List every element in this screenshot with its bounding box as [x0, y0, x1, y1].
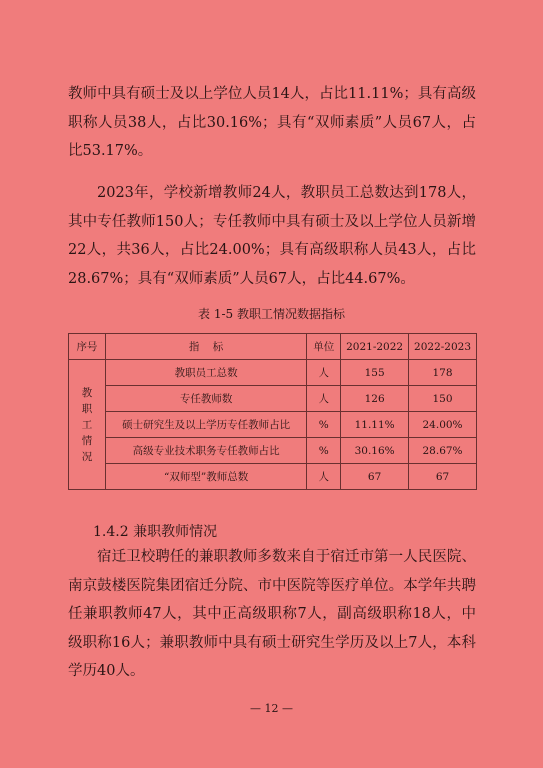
cell-value-2022-2023: 24.00% — [409, 412, 477, 438]
cell-indicator: 专任教师数 — [105, 386, 306, 412]
header-year-2021-2022: 2021-2022 — [341, 334, 409, 360]
cell-value-2022-2023: 28.67% — [409, 438, 477, 464]
cell-value-2022-2023: 178 — [409, 360, 477, 386]
table-row — [69, 386, 477, 412]
section-heading: 1.4.2 兼职教师情况 — [93, 524, 218, 540]
cell-value-2022-2023: 150 — [409, 386, 477, 412]
cell-unit: 人 — [307, 386, 341, 412]
header-index: 序号 — [69, 334, 106, 360]
header-unit: 单位 — [307, 334, 341, 360]
cell-value-2022-2023: 67 — [409, 464, 477, 490]
row-group-label: 教 职 工 情 况 — [69, 360, 106, 490]
paragraph-teacher-qualifications: 教师中具有硕士及以上学位人员14人，占比11.11%；具有高级职称人员38人，占比30.16%；具有“双师素质”人员67人，占比53.17%。 — [68, 86, 476, 159]
table-row — [69, 412, 477, 438]
cell-indicator: 高级专业技术职务专任教师占比 — [105, 438, 306, 464]
cell-unit: 人 — [307, 464, 341, 490]
cell-value-2021-2022: 11.11% — [341, 412, 409, 438]
table-row — [69, 464, 477, 490]
table-caption: 表 1-5 教职工情况数据指标 — [198, 307, 345, 321]
cell-value-2021-2022: 155 — [341, 360, 409, 386]
paragraph-2023-staff-summary: 2023年，学校新增教师24人，教职员工总数达到178人，其中专任教师150人；专任教师中具有硕士及以上学位人员新增22人，共36人，占比24.00%；具有高级职称人员43人，占比28.67%；具有“双师素质”人员67人，占比44.67%。 — [68, 185, 476, 287]
header-year-2022-2023: 2022-2023 — [409, 334, 477, 360]
header-indicator: 指 标 — [105, 334, 306, 360]
paragraph-part-time-teachers: 宿迁卫校聘任的兼职教师多数来自于宿迁市第一人民医院、南京鼓楼医院集团宿迁分院、市中医院等医疗单位。本学年共聘任兼职教师47人，其中正高级职称7人，副高级职称18人，中级职称16人；兼职教师中具有硕士研究生学历及以上7人，本科学历40人。 — [68, 549, 476, 679]
cell-unit: 人 — [307, 360, 341, 386]
page-number: — 12 — — [250, 702, 293, 715]
table-row — [69, 438, 477, 464]
cell-unit: % — [307, 438, 341, 464]
cell-indicator: 硕士研究生及以上学历专任教师占比 — [105, 412, 306, 438]
cell-value-2021-2022: 30.16% — [341, 438, 409, 464]
cell-value-2021-2022: 67 — [341, 464, 409, 490]
cell-indicator: 教职员工总数 — [105, 360, 306, 386]
cell-indicator: “双师型”教师总数 — [105, 464, 306, 490]
table-header-row — [69, 334, 477, 360]
cell-value-2021-2022: 126 — [341, 386, 409, 412]
table-row — [69, 360, 477, 386]
staff-data-table — [68, 333, 477, 490]
cell-unit: % — [307, 412, 341, 438]
